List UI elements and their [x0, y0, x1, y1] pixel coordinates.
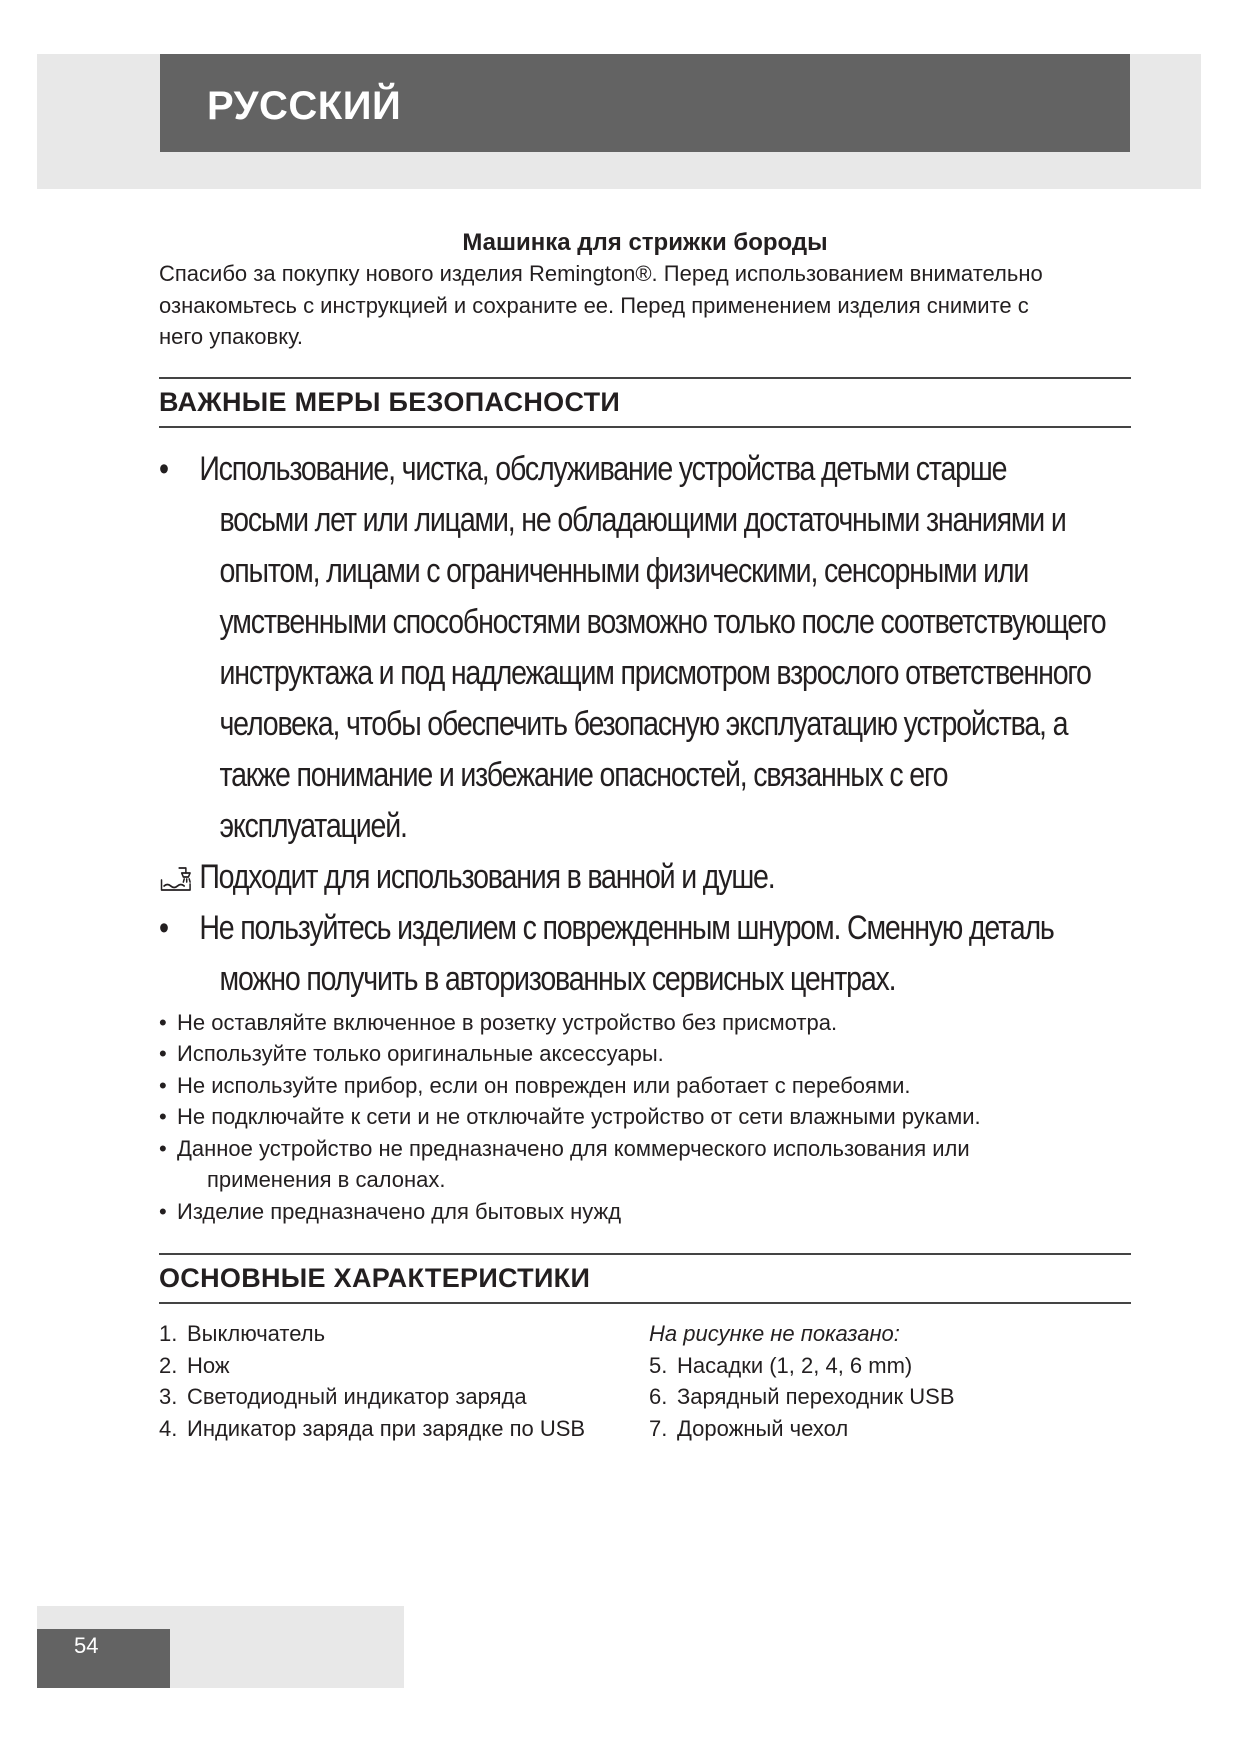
safety-small-item — [159, 1070, 1131, 1102]
feature-label: Насадки (1, 2, 4, 6 mm) — [677, 1352, 913, 1378]
safety-small-item — [159, 1101, 1131, 1133]
feature-item — [649, 1350, 1129, 1382]
feature-number: 3. — [159, 1384, 178, 1409]
safety-large-item — [159, 444, 1157, 852]
text-line: восьми лет или лицами, не обладающими достаточными знаниями и — [219, 500, 1066, 539]
text-line: человека, чтобы обеспечить безопасную эксплуатацию устройства, а — [219, 704, 1068, 743]
safety-small-item — [159, 1007, 1131, 1039]
feature-label: Зарядный переходник USB — [677, 1384, 955, 1409]
text-line: опытом, лицами с ограниченными физическими, сенсорными или — [219, 551, 1029, 590]
safety-heading: ВАЖНЫЕ МЕРЫ БЕЗОПАСНОСТИ — [159, 386, 621, 417]
bullet-marker: • — [159, 1072, 167, 1098]
bullet-marker: • — [159, 1041, 167, 1066]
language-title: РУССКИЙ — [207, 84, 402, 128]
text-line: Не пользуйтесь изделием с поврежденным шнуром. Сменную деталь — [199, 908, 1054, 947]
features-heading-block — [159, 1253, 1131, 1304]
text-line: Подходит для использования в ванной и душе. — [199, 857, 775, 896]
safety-large-item-text — [199, 903, 1157, 1005]
feature-item — [159, 1413, 649, 1445]
safety-heading-block — [159, 377, 1131, 428]
safety-small-item — [159, 1133, 1131, 1196]
feature-item — [649, 1381, 1129, 1413]
feature-number: 2. — [159, 1352, 178, 1378]
text-line: Не подключайте к сети и не отключайте устройство от сети влажными руками. — [177, 1104, 981, 1129]
text-line: применения в салонах. — [207, 1167, 446, 1192]
feature-number: 7. — [649, 1415, 668, 1441]
feature-label: Индикатор заряда при зарядке по USB — [187, 1415, 586, 1441]
document-title: Машинка для стрижки бороды — [462, 229, 828, 256]
bullet-marker: • — [159, 1135, 167, 1161]
bullet-marker: • — [159, 1104, 167, 1129]
text-line: инструктажа и под надлежащим присмотром взрослого ответственного — [219, 653, 1091, 692]
intro-line: него упаковку. — [159, 324, 303, 349]
page-number-box — [37, 1629, 170, 1688]
bullet-marker: • — [159, 908, 168, 947]
safety-large-list — [159, 444, 1131, 1005]
intro-paragraph — [159, 258, 1131, 353]
safety-large-item-text — [199, 444, 1157, 852]
safety-small-item — [159, 1196, 1131, 1228]
intro-line: ознакомьтесь с инструкцией и сохраните ее. Перед применением изделия снимите с — [159, 292, 1029, 318]
bullet-marker: • — [159, 1009, 167, 1035]
feature-number: 5. — [649, 1352, 668, 1378]
feature-label: Светодиодный индикатор заряда — [187, 1384, 527, 1409]
feature-label: Дорожный чехол — [677, 1415, 849, 1441]
text-line: Изделие предназначено для бытовых нужд — [177, 1198, 622, 1224]
safety-large-item — [159, 903, 1157, 1005]
not-shown-note: На рисунке не показано: — [649, 1321, 900, 1346]
text-line: также понимание и избежание опасностей, связанных с его — [219, 755, 948, 794]
feature-item — [159, 1381, 649, 1413]
text-line: умственными способностями возможно только после соответствующего — [219, 602, 1106, 641]
features-right-column — [649, 1318, 1129, 1444]
text-line: Не используйте прибор, если он поврежден или работает с перебоями. — [177, 1072, 911, 1098]
safety-large-item — [159, 852, 1157, 903]
text-line: Не оставляйте включенное в розетку устройство без присмотра. — [177, 1009, 838, 1035]
text-line: Использование, чистка, обслуживание устройства детьми старше — [199, 449, 1007, 488]
features-list — [159, 1318, 1131, 1444]
feature-number: 4. — [159, 1415, 178, 1441]
shower-bath-icon — [159, 864, 193, 894]
page-content — [159, 228, 1131, 1444]
bullet-marker: • — [159, 449, 168, 488]
feature-number: 6. — [649, 1384, 668, 1409]
safety-large-item-text — [199, 852, 1157, 903]
text-line: эксплуатацией. — [219, 806, 407, 845]
text-line: Данное устройство не предназначено для коммерческого использования или — [177, 1135, 970, 1161]
intro-line: Спасибо за покупку нового изделия Remington®. Перед использованием внимательно — [159, 261, 1043, 286]
features-heading: ОСНОВНЫЕ ХАРАКТЕРИСТИКИ — [159, 1263, 591, 1293]
feature-item — [159, 1318, 649, 1350]
text-line: можно получить в авторизованных сервисных центрах. — [219, 959, 896, 998]
feature-number: 1. — [159, 1321, 178, 1346]
feature-item — [649, 1413, 1129, 1445]
safety-small-item — [159, 1038, 1131, 1070]
feature-item — [159, 1350, 649, 1382]
features-left-column — [159, 1318, 649, 1444]
bullet-marker: • — [159, 1198, 167, 1224]
text-line: Используйте только оригинальные аксессуары. — [177, 1041, 664, 1066]
feature-label: Выключатель — [187, 1321, 326, 1346]
page-number: 54 — [74, 1633, 99, 1658]
feature-label: Нож — [187, 1352, 230, 1378]
safety-small-list — [159, 1007, 1131, 1228]
